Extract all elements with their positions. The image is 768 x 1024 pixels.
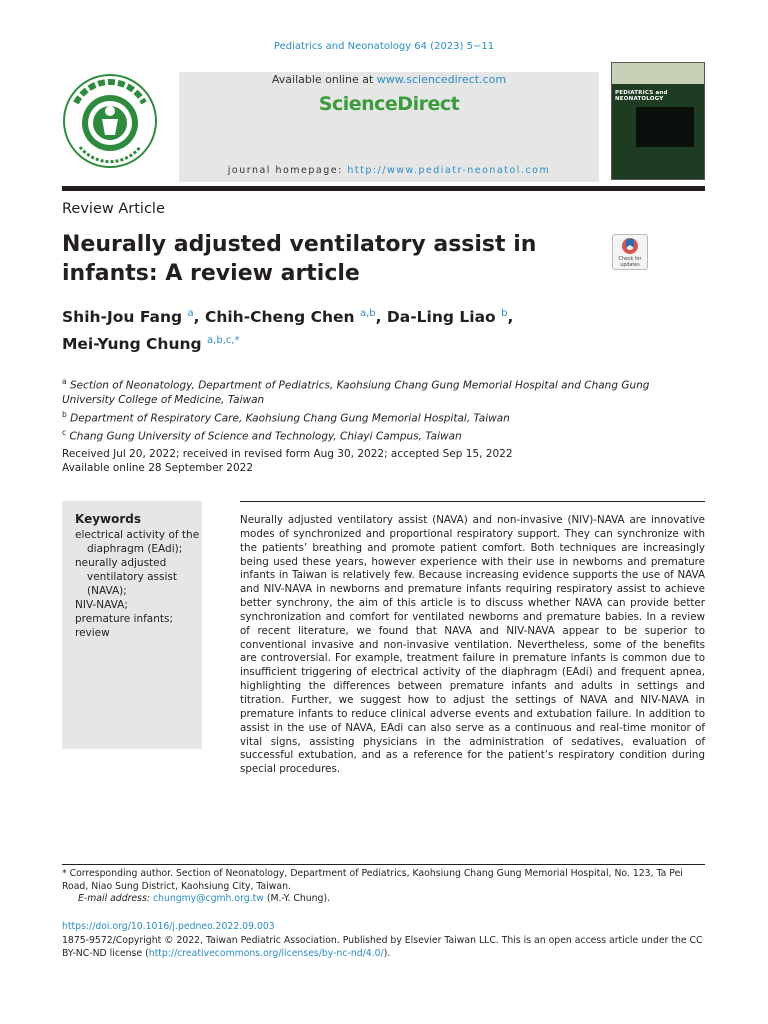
abstract-text: Neurally adjusted ventilatory assist (NAVA) and non-invasive (NIV)-NAVA are innovative modes of synchronized and proportional respiratory support. They can synchronize with the patients’ breathing and promote patient comfort. Both techniques are increasingly being used these years, however experience with their use in newborns and premature infants in Taiwan is relatively few. Because increasing evidence supports the use of NAVA and NIV-NAVA in newborns and premature infants requiring respiratory assist to achieve better synchrony, the aim of this article is to discuss whether NAVA can provide better synchronization and comfort for ventilated newborns and premature babies. In a review of recent literature, we found that NAVA and NIV-NAVA appear to be superior to conventional invasive and non-invasive ventilation. Nevertheless, some of the benefits are controversial. For example, treatment failure in premature infants is common due to insufficient triggering of electrical activity of the diaphragm (EAdi) and frequent apnea, highlighting the differences between premature infants and adults in settings and titration. Further, we suggest how to adjust the settings of NAVA and NIV-NAVA in premature infants to reduce clinical adverse events and extubation failure. In addition to assist in the use of NAVA, EAdi can also serve as a continuous and real-time monitor of vital signs, assisting physicians in the administration of sedatives, evaluation of successful extubation, and as a reference for the patient’s respiratory condition during special procedures.: [240, 514, 705, 776]
affiliations: [62, 375, 662, 444]
affiliation-item: [62, 426, 662, 444]
article-history: [62, 447, 662, 475]
cover-header-band: [612, 63, 705, 84]
cover-title: PEDIATRICS and NEONATOLOGY: [615, 90, 668, 102]
article-title: Neurally adjusted ventilatory assist in infants: A review article: [62, 232, 537, 286]
abstract-rule: [240, 501, 705, 502]
keyword: electrical activity of the diaphragm (EAdi);: [75, 529, 200, 555]
affiliation-item: [62, 408, 662, 426]
email-link[interactable]: chungmy@cgmh.org.tw: [152, 893, 264, 904]
author-separator: ,: [375, 308, 387, 327]
author-affiliation-marker[interactable]: a,b: [359, 308, 376, 319]
received-dates: Received Jul 20, 2022; received in revised form Aug 30, 2022; accepted Sep 15, 2022: [62, 448, 513, 460]
email-label: E-mail address:: [78, 893, 150, 904]
check-for-updates-badge[interactable]: [612, 234, 648, 270]
check-for-updates-icon: [613, 235, 647, 257]
affiliation-marker: c: [62, 427, 67, 437]
author-list: [62, 302, 662, 356]
keywords-list: [75, 528, 200, 640]
cover-image: [636, 107, 694, 147]
license-link[interactable]: http://creativecommons.org/licenses/by-nc-nd/4.0/: [148, 948, 384, 959]
affiliation-marker: b: [62, 409, 67, 419]
affiliation-item: [62, 375, 662, 408]
author-affiliation-marker[interactable]: a,b,c,*: [207, 335, 240, 347]
affiliation-marker: a: [62, 377, 67, 386]
check-for-updates-label: Check for updates: [618, 257, 642, 268]
author-name[interactable]: Shih-Jou Fang: [62, 308, 183, 327]
author-name[interactable]: Chih-Cheng Chen: [204, 308, 355, 327]
corresponding-author-note: * Corresponding author. Section of Neonatology, Department of Pediatrics, Kaohsiung Chang Gung Memorial Hospital, No. 123, Ta Pei Road, Niao Sung District, Kaohsiung City, Taiwan.: [62, 868, 683, 892]
author-name[interactable]: Mei-Yung Chung: [62, 335, 202, 354]
author-affiliation-marker[interactable]: b: [501, 308, 508, 319]
sciencedirect-link[interactable]: www.sciencedirect.com: [376, 73, 507, 86]
available-online: Available online at www.sciencedirect.com: [271, 73, 507, 86]
taiwan-pediatric-association-seal: [62, 73, 158, 169]
author-separator: ,: [193, 308, 205, 327]
author-affiliation-marker[interactable]: a: [187, 308, 194, 319]
copyright-notice: 1875-9572/Copyright © 2022, Taiwan Pediatric Association. Published by Elsevier Taiwan LLC. This is an open access article under the CC BY-NC-ND license (http://creativecommons.org/licenses/by-nc-nd/4.0/).: [62, 935, 703, 959]
journal-homepage: journal homepage: http://www.pediatr-neonatol.com: [227, 165, 551, 176]
affiliation-text: Department of Respiratory Care, Kaohsiung Chang Gung Memorial Hospital, Taiwan: [70, 412, 510, 424]
author-name[interactable]: Da-Ling Liao: [386, 308, 496, 327]
online-date: Available online 28 September 2022: [62, 462, 254, 474]
keyword: NIV-NAVA;: [75, 599, 128, 611]
journal-citation[interactable]: Pediatrics and Neonatology 64 (2023) 5−11: [273, 41, 495, 52]
keyword: neurally adjusted ventilatory assist (NAVA);: [75, 557, 178, 597]
sciencedirect-brand: ScienceDirect: [318, 93, 460, 115]
affiliation-text: Section of Neonatology, Department of Pediatrics, Kaohsiung Chang Gung Memorial Hospital and Chang Gung University College of Medicine, Taiwan: [62, 379, 650, 406]
journal-homepage-link[interactable]: http://www.pediatr-neonatol.com: [347, 165, 551, 176]
journal-cover[interactable]: [611, 62, 705, 180]
doi-link[interactable]: https://doi.org/10.1016/j.pedneo.2022.09.003: [62, 921, 275, 932]
footnote-rule: [62, 864, 705, 865]
email-line: E-mail address: chungmy@cgmh.org.tw (M.-Y. Chung).: [78, 893, 331, 904]
keyword: review: [75, 627, 110, 639]
article-type: Review Article: [62, 201, 165, 217]
header-rule: [62, 186, 705, 191]
keyword: premature infants;: [75, 613, 174, 625]
keywords-heading: Keywords: [75, 512, 142, 526]
author-separator: ,: [507, 308, 514, 327]
affiliation-text: Chang Gung University of Science and Technology, Chiayi Campus, Taiwan: [69, 430, 462, 442]
